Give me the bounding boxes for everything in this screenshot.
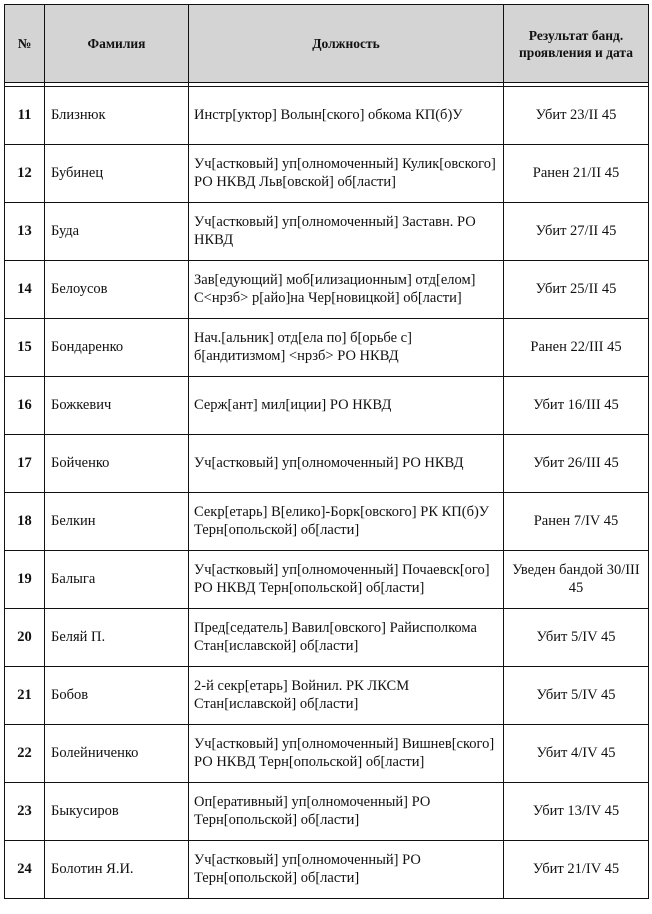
row-result: Ранен 7/IV 45: [504, 493, 649, 551]
row-position: Уч[астковый] уп[олномоченный] РО НКВД: [189, 435, 504, 493]
row-surname: Белкин: [45, 493, 189, 551]
row-number: 18: [5, 493, 45, 551]
row-number: 22: [5, 725, 45, 783]
row-number: 12: [5, 145, 45, 203]
row-result: Убит 27/II 45: [504, 203, 649, 261]
table-row: [5, 493, 649, 551]
row-surname: Болейниченко: [45, 725, 189, 783]
row-number: 13: [5, 203, 45, 261]
row-result: Ранен 21/II 45: [504, 145, 649, 203]
row-number: 16: [5, 377, 45, 435]
row-position: Зав[едующий] моб[илизационным] отд[елом] С<нрзб> р[айо]на Чер[новицкой] об[ласти]: [189, 261, 504, 319]
table-row: [5, 609, 649, 667]
header-row: [5, 5, 649, 83]
row-number: 21: [5, 667, 45, 725]
row-number: 15: [5, 319, 45, 377]
table-row: [5, 783, 649, 841]
row-result: Убит 23/II 45: [504, 87, 649, 145]
row-result: Убит 5/IV 45: [504, 609, 649, 667]
row-surname: Буда: [45, 203, 189, 261]
row-surname: Бондаренко: [45, 319, 189, 377]
table-row: [5, 261, 649, 319]
row-result: Убит 4/IV 45: [504, 725, 649, 783]
row-surname: Беляй П.: [45, 609, 189, 667]
row-position: Уч[астковый] уп[олномоченный] Заставн. РО НКВД: [189, 203, 504, 261]
row-position: 2-й секр[етарь] Войнил. РК ЛКСМ Стан[иславской] об[ласти]: [189, 667, 504, 725]
table-row: [5, 725, 649, 783]
row-position: Секр[етарь] В[елико]-Борк[овского] РК КП(б)У Терн[опольской] об[ласти]: [189, 493, 504, 551]
row-surname: Близнюк: [45, 87, 189, 145]
row-result: Убит 13/IV 45: [504, 783, 649, 841]
row-surname: Бойченко: [45, 435, 189, 493]
row-number: 24: [5, 841, 45, 899]
table-row: [5, 551, 649, 609]
row-position: Нач.[альник] отд[ела по] б[орьбе с] б[андитизмом] <нрзб> РО НКВД: [189, 319, 504, 377]
header-position: Должность: [189, 5, 504, 83]
row-result: Убит 25/II 45: [504, 261, 649, 319]
table-row: [5, 435, 649, 493]
casualty-table: [4, 4, 649, 899]
table-row: [5, 203, 649, 261]
table-row: [5, 319, 649, 377]
table-row: [5, 841, 649, 899]
row-result: Убит 21/IV 45: [504, 841, 649, 899]
table-row: [5, 87, 649, 145]
row-position: Уч[астковый] уп[олномоченный] Почаевск[ого] РО НКВД Терн[опольской] об[ласти]: [189, 551, 504, 609]
row-result: Ранен 22/III 45: [504, 319, 649, 377]
row-position: Уч[астковый] уп[олномоченный] Вишнев[ского] РО НКВД Терн[опольской] об[ласти]: [189, 725, 504, 783]
row-surname: Быкусиров: [45, 783, 189, 841]
row-result: Убит 26/III 45: [504, 435, 649, 493]
table-row: [5, 145, 649, 203]
row-result: Уведен бандой 30/III 45: [504, 551, 649, 609]
header-num: №: [5, 5, 45, 83]
row-result: Убит 5/IV 45: [504, 667, 649, 725]
row-position: Уч[астковый] уп[олномоченный] РО Терн[опольской] об[ласти]: [189, 841, 504, 899]
row-surname: Бубинец: [45, 145, 189, 203]
row-number: 11: [5, 87, 45, 145]
header-surname: Фамилия: [45, 5, 189, 83]
row-position: Уч[астковый] уп[олномоченный] Кулик[овского] РО НКВД Льв[овской] об[ласти]: [189, 145, 504, 203]
table-row: [5, 667, 649, 725]
row-number: 19: [5, 551, 45, 609]
header-result: Результат банд. проявления и дата: [504, 5, 649, 83]
row-surname: Болотин Я.И.: [45, 841, 189, 899]
row-surname: Божкевич: [45, 377, 189, 435]
row-surname: Балыга: [45, 551, 189, 609]
table-row: [5, 377, 649, 435]
row-number: 20: [5, 609, 45, 667]
row-number: 17: [5, 435, 45, 493]
row-number: 23: [5, 783, 45, 841]
row-surname: Бобов: [45, 667, 189, 725]
row-result: Убит 16/III 45: [504, 377, 649, 435]
row-position: Серж[ант] мил[иции] РО НКВД: [189, 377, 504, 435]
row-number: 14: [5, 261, 45, 319]
row-position: Оп[еративный] уп[олномоченный] РО Терн[опольской] об[ласти]: [189, 783, 504, 841]
row-surname: Белоусов: [45, 261, 189, 319]
row-position: Инстр[уктор] Волын[ского] обкома КП(б)У: [189, 87, 504, 145]
row-position: Пред[седатель] Вавил[овского] Райисполкома Стан[иславской] об[ласти]: [189, 609, 504, 667]
